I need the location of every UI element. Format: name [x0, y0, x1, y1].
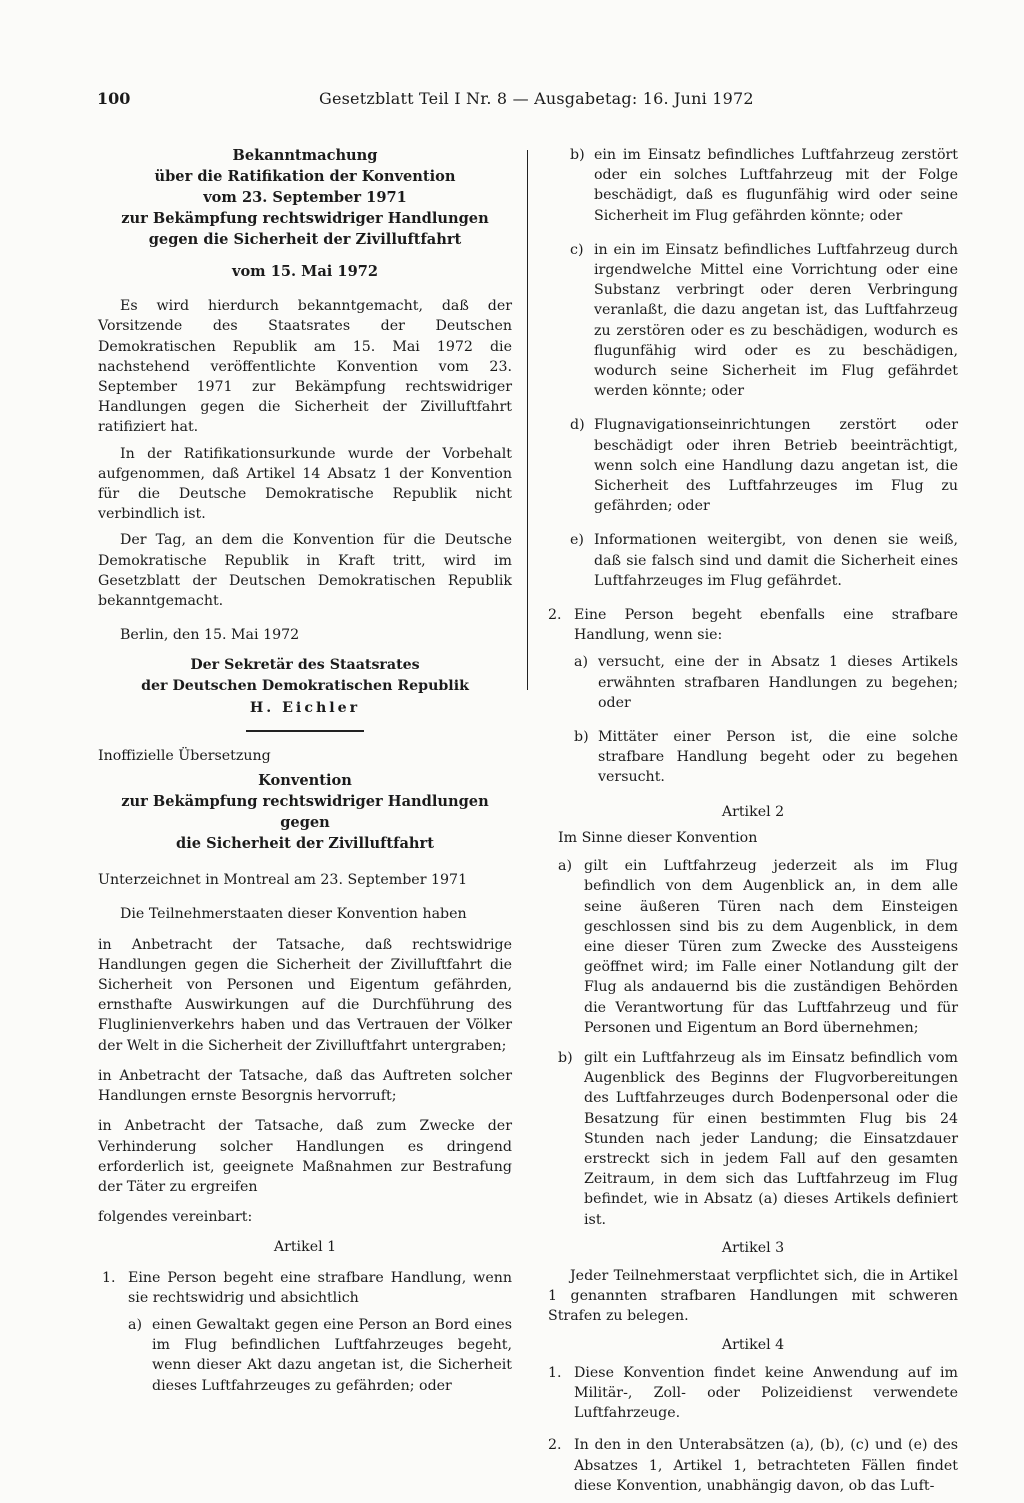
announcement-title-line: vom 23. September 1971 [203, 189, 407, 206]
article-2-item-a [558, 856, 958, 1038]
article-1-item-2 [548, 605, 958, 645]
article-2-item-b [558, 1048, 958, 1230]
signatory-line: der Deutschen Demokratischen Republik [141, 677, 469, 694]
page-number: 100 [97, 89, 131, 108]
list-marker: e) [570, 532, 584, 549]
list-text: Flugnavigationseinrichtungen zerstört oder beschädigt oder ihren Betrieb beeinträchtigt, wenn solch eine Handlung dazu angetan ist, die Sicherheit des Luftfahrzeuges im Flug zu gefährden; oder [594, 417, 958, 515]
article-4-heading: Artikel 4 [721, 1336, 785, 1353]
convention-title [98, 770, 512, 854]
list-text: ein im Einsatz befindliches Luftfahrzeug zerstört oder ein solches Luftfahrzeug mit der Folge beschädigt, daß es flugunfähig wird oder seine Sicherheit im Flug gefährden könnte; oder [594, 147, 958, 224]
list-marker: 1. [548, 1364, 562, 1381]
article-3-text: Jeder Teilnehmerstaat verpflichtet sich, die in Artikel 1 genannten strafbaren Handlungen mit schweren Strafen zu belegen. [548, 1267, 958, 1325]
article-1-item-1a [128, 1315, 512, 1396]
list-marker: a) [558, 858, 572, 875]
signatory-block [98, 655, 512, 718]
place-date: Berlin, den 15. Mai 1972 [120, 627, 300, 644]
signatory-line: Der Sekretär des Staatsrates [190, 657, 420, 674]
list-text: Eine Person begeht eine strafbare Handlung, wenn sie rechtswidrig und absichtlich [128, 1269, 512, 1306]
gazette-header-title: Gesetzblatt Teil I Nr. 8 — Ausgabetag: 16. Juni 1972 [319, 89, 754, 108]
announcement-title-line: gegen die Sicherheit der Zivilluftfahrt [148, 231, 462, 248]
article-1-item-2b [574, 727, 958, 788]
article-1-item-1c [570, 240, 958, 402]
list-marker: 2. [548, 607, 562, 624]
convention-title-line: die Sicherheit der Zivilluftfahrt [176, 835, 434, 853]
list-text: in ein im Einsatz befindliches Luftfahrzeug durch irgendwelche Mittel eine Vorrichtung oder eine Substanz verbringt oder deren Verbringung veranlaßt, die dazu angetan ist, das Luftfahrzeug zu zerstören oder es zu beschädigen, wodurch es flugunfähig wird oder es zu beschädigen, wodurch seine Sicherheit im Flug gefährdet werden könnte; oder [594, 241, 958, 400]
preamble-paragraph: in Anbetracht der Tatsache, daß das Auftreten solcher Handlungen ernste Besorgnis hervorruft; [98, 1067, 512, 1105]
preamble-intro: Die Teilnehmerstaaten dieser Konvention haben [120, 906, 467, 923]
announcement-paragraph: Es wird hierdurch bekanntgemacht, daß der Vorsitzende des Staatsrates der Deutschen Demokratischen Republik am 15. Mai 1972 die nachstehend veröffentlichte Konvention vom 23. September 1971 zur Bekämpfung rechtswidriger Handlungen gegen die Sicherheit der Zivilluftfahrt ratifiziert hat. [98, 298, 512, 436]
article-2-intro: Im Sinne dieser Konvention [558, 829, 758, 846]
article-1-heading: Artikel 1 [273, 1239, 337, 1256]
convention-title-line: zur Bekämpfung rechtswidriger Handlungen gegen [121, 793, 489, 832]
right-column [548, 145, 958, 1503]
signature-name: H. Eichler [249, 699, 361, 716]
list-text: Eine Person begeht ebenfalls eine strafbare Handlung, wenn sie: [574, 607, 958, 644]
announcement-title-line: Bekanntmachung [232, 147, 378, 164]
list-marker: a) [128, 1316, 142, 1333]
list-text: Informationen weitergibt, von denen sie weiß, daß sie falsch sind und damit die Sicherheit eines Luftfahrzeuges im Flug gefährdet. [594, 532, 958, 589]
announcement-title-line: zur Bekämpfung rechtswidriger Handlungen [121, 210, 489, 227]
list-text: gilt ein Luftfahrzeug jederzeit als im Flug befindlich von dem Augenblick an, in dem alle seine äußeren Türen nach dem Einsteigen geschlossen sind bis zu dem Augenblick, in dem eine dieser Türen zum Zwecke des Aussteigens geöffnet wird; im Falle einer Notlandung gilt der Flug als andauernd bis die zuständigen Behörden die Verantwortung für das Luftfahrzeug und für Personen und Eigentum an Bord übernehmen; [584, 858, 958, 1036]
announcement-paragraph: In der Ratifikationsurkunde wurde der Vorbehalt aufgenommen, daß Artikel 14 Absatz 1 der Konvention für die Deutsche Demokratische Republik nicht verbindlich ist. [98, 445, 512, 523]
list-text: einen Gewaltakt gegen eine Person an Bord eines im Flug befindlichen Luftfahrzeuges begeht, wenn dieser Akt dazu angetan ist, die Sicherheit dieses Luftfahrzeuges zu gefährden; oder [152, 1316, 512, 1394]
announcement-paragraph: Der Tag, an dem die Konvention für die Deutsche Demokratische Republik in Kraft tritt, wird im Gesetzblatt der Deutschen Demokratischen Republik bekanntgemacht. [98, 532, 512, 610]
announcement-title-line: über die Ratifikation der Konvention [154, 168, 456, 185]
article-1-item-1e [570, 530, 958, 591]
convention-title-line: Konvention [258, 772, 352, 790]
article-4-item-2 [548, 1435, 958, 1496]
list-text: Diese Konvention findet keine Anwendung auf im Militär-, Zoll- oder Polizeidienst verwendete Luftfahrzeuge. [574, 1364, 958, 1422]
list-marker: 1. [102, 1269, 116, 1286]
article-2-heading: Artikel 2 [721, 803, 785, 820]
list-text: Mittäter einer Person ist, die eine solche strafbare Handlung begeht oder zu begehen versucht. [598, 729, 958, 786]
list-text: gilt ein Luftfahrzeug als im Einsatz befindlich vom Augenblick des Beginns der Flugvorbereitungen des Luftfahrzeuges durch Bodenpersonal oder die Besatzung für einen bestimmten Flug bis 24 Stunden nach jeder Landung; die Einsatzdauer erstreckt sich in jedem Fall auf den gesamten Zeitraum, in dem sich das Luftfahrzeug im Flug befindet, wie in Absatz (a) dieses Artikels definiert ist. [584, 1049, 958, 1228]
list-text: In den in den Unterabsätzen (a), (b), (c) und (e) des Absatzes 1, Artikel 1, betrachteten Fällen findet diese Konvention, unabhängig davon, ob das Luft- [574, 1437, 958, 1494]
article-4-item-1 [548, 1363, 958, 1424]
preamble-paragraph: in Anbetracht der Tatsache, daß zum Zwecke der Verhinderung solcher Handlungen es dringend erforderlich ist, geeignete Maßnahmen zur Bestrafung der Täter zu ergreifen [98, 1118, 512, 1195]
list-marker: c) [570, 241, 584, 258]
left-column [98, 145, 512, 1403]
list-marker: 2. [548, 1437, 562, 1454]
list-marker: d) [570, 417, 585, 434]
list-marker: b) [558, 1049, 573, 1066]
column-divider [527, 150, 528, 690]
page-header [97, 89, 925, 113]
article-1-item-1d [570, 415, 958, 516]
article-1-item-1 [102, 1268, 512, 1308]
announcement-date: vom 15. Mai 1972 [231, 263, 379, 280]
article-3-heading: Artikel 3 [721, 1239, 785, 1256]
unofficial-translation-note: Inoffizielle Übersetzung [98, 748, 271, 765]
preamble-paragraph: in Anbetracht der Tatsache, daß rechtswidrige Handlungen gegen die Sicherheit der Zivilluftfahrt die Sicherheit von Personen und Eigentum gefährden, ernsthafte Auswirkungen auf die Durchführung des Fluglinienverkehrs haben und das Vertrauen der Völker der Welt in die Sicherheit der Zivilluftfahrt untergraben; [98, 936, 512, 1054]
announcement-title [98, 145, 512, 250]
signing-note: Unterzeichnet in Montreal am 23. September 1971 [98, 872, 468, 889]
section-divider [246, 730, 364, 732]
list-marker: b) [574, 729, 589, 746]
list-marker: a) [574, 654, 588, 671]
list-text: versucht, eine der in Absatz 1 dieses Artikels erwähnten strafbaren Handlungen zu begehen; oder [598, 654, 958, 711]
article-1-item-2a [574, 652, 958, 713]
agreement-phrase: folgendes vereinbart: [98, 1209, 253, 1226]
list-marker: b) [570, 147, 585, 163]
article-1-item-1b [570, 145, 958, 226]
